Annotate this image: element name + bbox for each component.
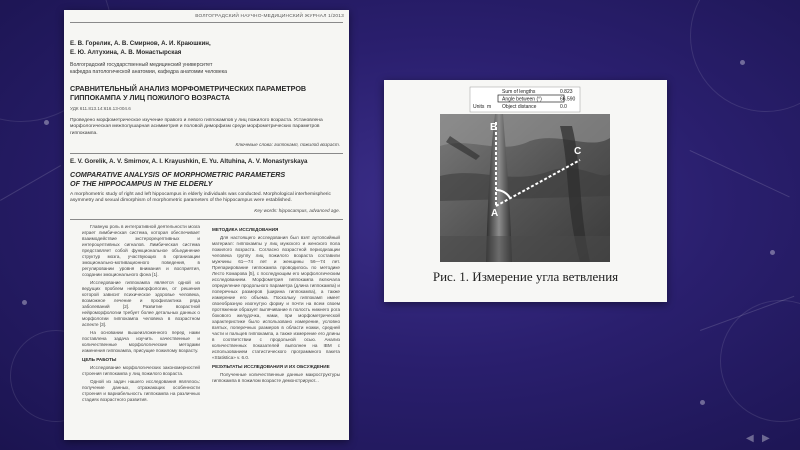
- body-paragraph: На основании вышеизложенного перед нами поставлена задача изучить качественные и количественные морфологические методами изменения гиппокампа, присущие пожилому возрасту.: [82, 330, 200, 353]
- title-en: [70, 170, 340, 188]
- units-value: m: [487, 104, 492, 110]
- point-label-a: A: [491, 208, 499, 219]
- triangle-left-icon[interactable]: ◀: [746, 433, 754, 444]
- units-label: Units: [473, 104, 485, 110]
- measurement-table: [470, 87, 580, 112]
- table-label: Angle between (°): [502, 96, 542, 103]
- article-page: [64, 10, 349, 440]
- abstract-ru-line: морфологическая межполушарная асимметрия и половой диморфизм среди морфометрических параметров: [70, 124, 320, 130]
- decor-circle: [690, 0, 800, 112]
- figure-caption: Рис. 1. Измерение угла ветвления: [432, 269, 619, 284]
- title-en-line: OF THE HIPPOCAMPUS IN THE ELDERLY: [70, 179, 213, 188]
- triangle-right-icon[interactable]: ▶: [762, 433, 770, 444]
- abstract-ru-line: гиппокампа.: [70, 130, 98, 136]
- authors-ru-line: Е. В. Горелик, А. В. Смирнов, А. И. Краюшкин,: [70, 40, 211, 47]
- decor-dot: [22, 300, 27, 305]
- decor-dot: [700, 400, 705, 405]
- decor-line: [690, 150, 790, 197]
- decor-dot: [770, 250, 775, 255]
- figure-page: [384, 80, 667, 302]
- point-label-c: C: [574, 146, 582, 157]
- title-ru-line: СРАВНИТЕЛЬНЫЙ АНАЛИЗ МОРФОМЕТРИЧЕСКИХ ПАРАМЕТРОВ: [70, 84, 307, 93]
- body-paragraph: Исследование морфологических закономерностей строения гиппокампа у лиц пожилого возраста.: [82, 365, 200, 376]
- affiliation-line: Волгоградский государственный медицинский университет: [70, 62, 213, 68]
- decor-dot: [740, 60, 745, 65]
- photo-sky-area: [440, 114, 610, 147]
- divider: [70, 219, 343, 220]
- udk-code: УДК 611.813.14:616.13-004.6: [70, 106, 131, 111]
- abstract-en-line: A morphometric study of right and left hippocampus in elderly individuals was conducted. Morphological interhemispheric: [70, 192, 331, 197]
- angle-measurement-figure: [440, 86, 610, 262]
- abstract-ru-line: Проведено морфометрическое изучение правого и левого гиппокампов у лиц пожилого возраста. Установлена: [70, 118, 323, 123]
- body-paragraph: Одной из задач нашего исследования являлось: получение данных, отражающих особенности строения и вариабельность гиппокампа на различных стадиях возрастного развития.: [82, 379, 200, 402]
- table-value: 0.823: [560, 89, 573, 95]
- authors-ru: [70, 40, 340, 57]
- title-ru: [70, 84, 340, 102]
- abstract-en: [70, 192, 340, 205]
- affiliation: [70, 62, 340, 76]
- journal-header: ВОЛГОГРАДСКИЙ НАУЧНО-МЕДИЦИНСКИЙ ЖУРНАЛ 1/2013: [195, 14, 344, 19]
- body-paragraph: Полученные количественные данные макроструктуры гиппокампа в пожилом возрасте демонстрируют...: [212, 372, 340, 383]
- divider: [70, 22, 343, 23]
- grayscale-photo: [440, 114, 610, 262]
- table-label: Object distance: [502, 104, 537, 110]
- table-label: Sum of lengths: [502, 89, 536, 95]
- body-paragraph: Исследование гиппокампа является одной из ведущих проблем нейроморфологии, от решения которой зависит психическое здоровье человека, возможное лечение и профилактика ряда заболеваний [2]. Развитие возрастной нейроморфологии требует более детальных данных о морфологии гиппокампа человека в возрастном аспекте [3].: [82, 280, 200, 327]
- keywords-en: Key words: hippocampus, advanced age.: [254, 208, 340, 213]
- body-column-left: [82, 224, 200, 405]
- section-heading: ЦЕЛЬ РАБОТЫ: [82, 357, 117, 362]
- affiliation-line: кафедра патологической анатомии, кафедра анатомии человека: [70, 68, 227, 75]
- abstract-ru: [70, 118, 340, 137]
- keywords-ru: Ключевые слова: гиппокамп, пожилой возраст.: [235, 142, 340, 147]
- body-column-right: [212, 224, 340, 386]
- photo-ground: [440, 236, 610, 262]
- authors-ru-line: Е. Ю. Алтухина, А. В. Монастырская: [70, 48, 182, 56]
- table-value: 66.590: [560, 96, 576, 103]
- decor-line: [0, 165, 61, 201]
- title-en-line: COMPARATIVE ANALYSIS OF MORPHOMETRIC PARAMETERS: [70, 170, 286, 179]
- abstract-en-line: asymmetry and sexual dimorphism of morphometric parameters of the hippocampus were established.: [70, 198, 292, 204]
- section-heading: МЕТОДИКА ИССЛЕДОВАНИЯ: [212, 227, 279, 232]
- decor-dot: [44, 120, 49, 125]
- divider: [70, 153, 343, 154]
- authors-en: E. V. Gorelik, A. V. Smirnov, A. I. Krayushkin, E. Yu. Altuhina, A. V. Monastyrskaya: [70, 158, 308, 165]
- table-value: 0.0: [560, 104, 567, 110]
- body-paragraph: Для настоящего исследования был взят аутопсийный материал: гиппокампы у лиц мужского и женского пола пожилого возраста. Согласно возрастной периодизации человека группу лиц пожилого возраста составили мужчины 61—74 лет и женщины 56—74 лет. Препарирование гиппокампа проводилось по методике Лесто Комарова [5], с последующим его морфологическим исследованием. Морфометрия гиппокампа включала определение продольного параметра (длина гиппокампа) и поперечных размеров (ширина гиппокампа), а также измерение его объема. Поскольку гиппокамп имеет своеобразную изогнутую форму и почти на всем своем протяжении образует выпячивание в полость нижнего рога бокового желудочка, нами, при морфометрической характеристике было использовано измерение, условно взятых, поперечных размеров в области ножки, средней части и пальцев гиппокампа, а также измерение его длины в соответствии с продольной осью. Анализ количественных показателей выполнен на IBM с использованием статистического программного пакета «Statistica» v. 6.0.: [212, 235, 340, 360]
- title-ru-line: ГИППОКАМПА У ЛИЦ ПОЖИЛОГО ВОЗРАСТА: [70, 93, 230, 102]
- point-label-b: B: [490, 122, 498, 133]
- body-paragraph: Главную роль в интегративной деятельности мозга играет лимбическая система, которая обеспечивает взаимодействие экстерорецептивных и интероцептивных сигналов. Лимбическая система представляет собой функциональное объединение структур мозга, участвующих в организации эмоционально-мотивационного поведения, в регулировании уровня внимания и восприятия, создании эмоционального фона [1].: [82, 224, 200, 277]
- section-heading: РЕЗУЛЬТАТЫ ИССЛЕДОВАНИЯ И ИХ ОБСУЖДЕНИЕ: [212, 364, 330, 369]
